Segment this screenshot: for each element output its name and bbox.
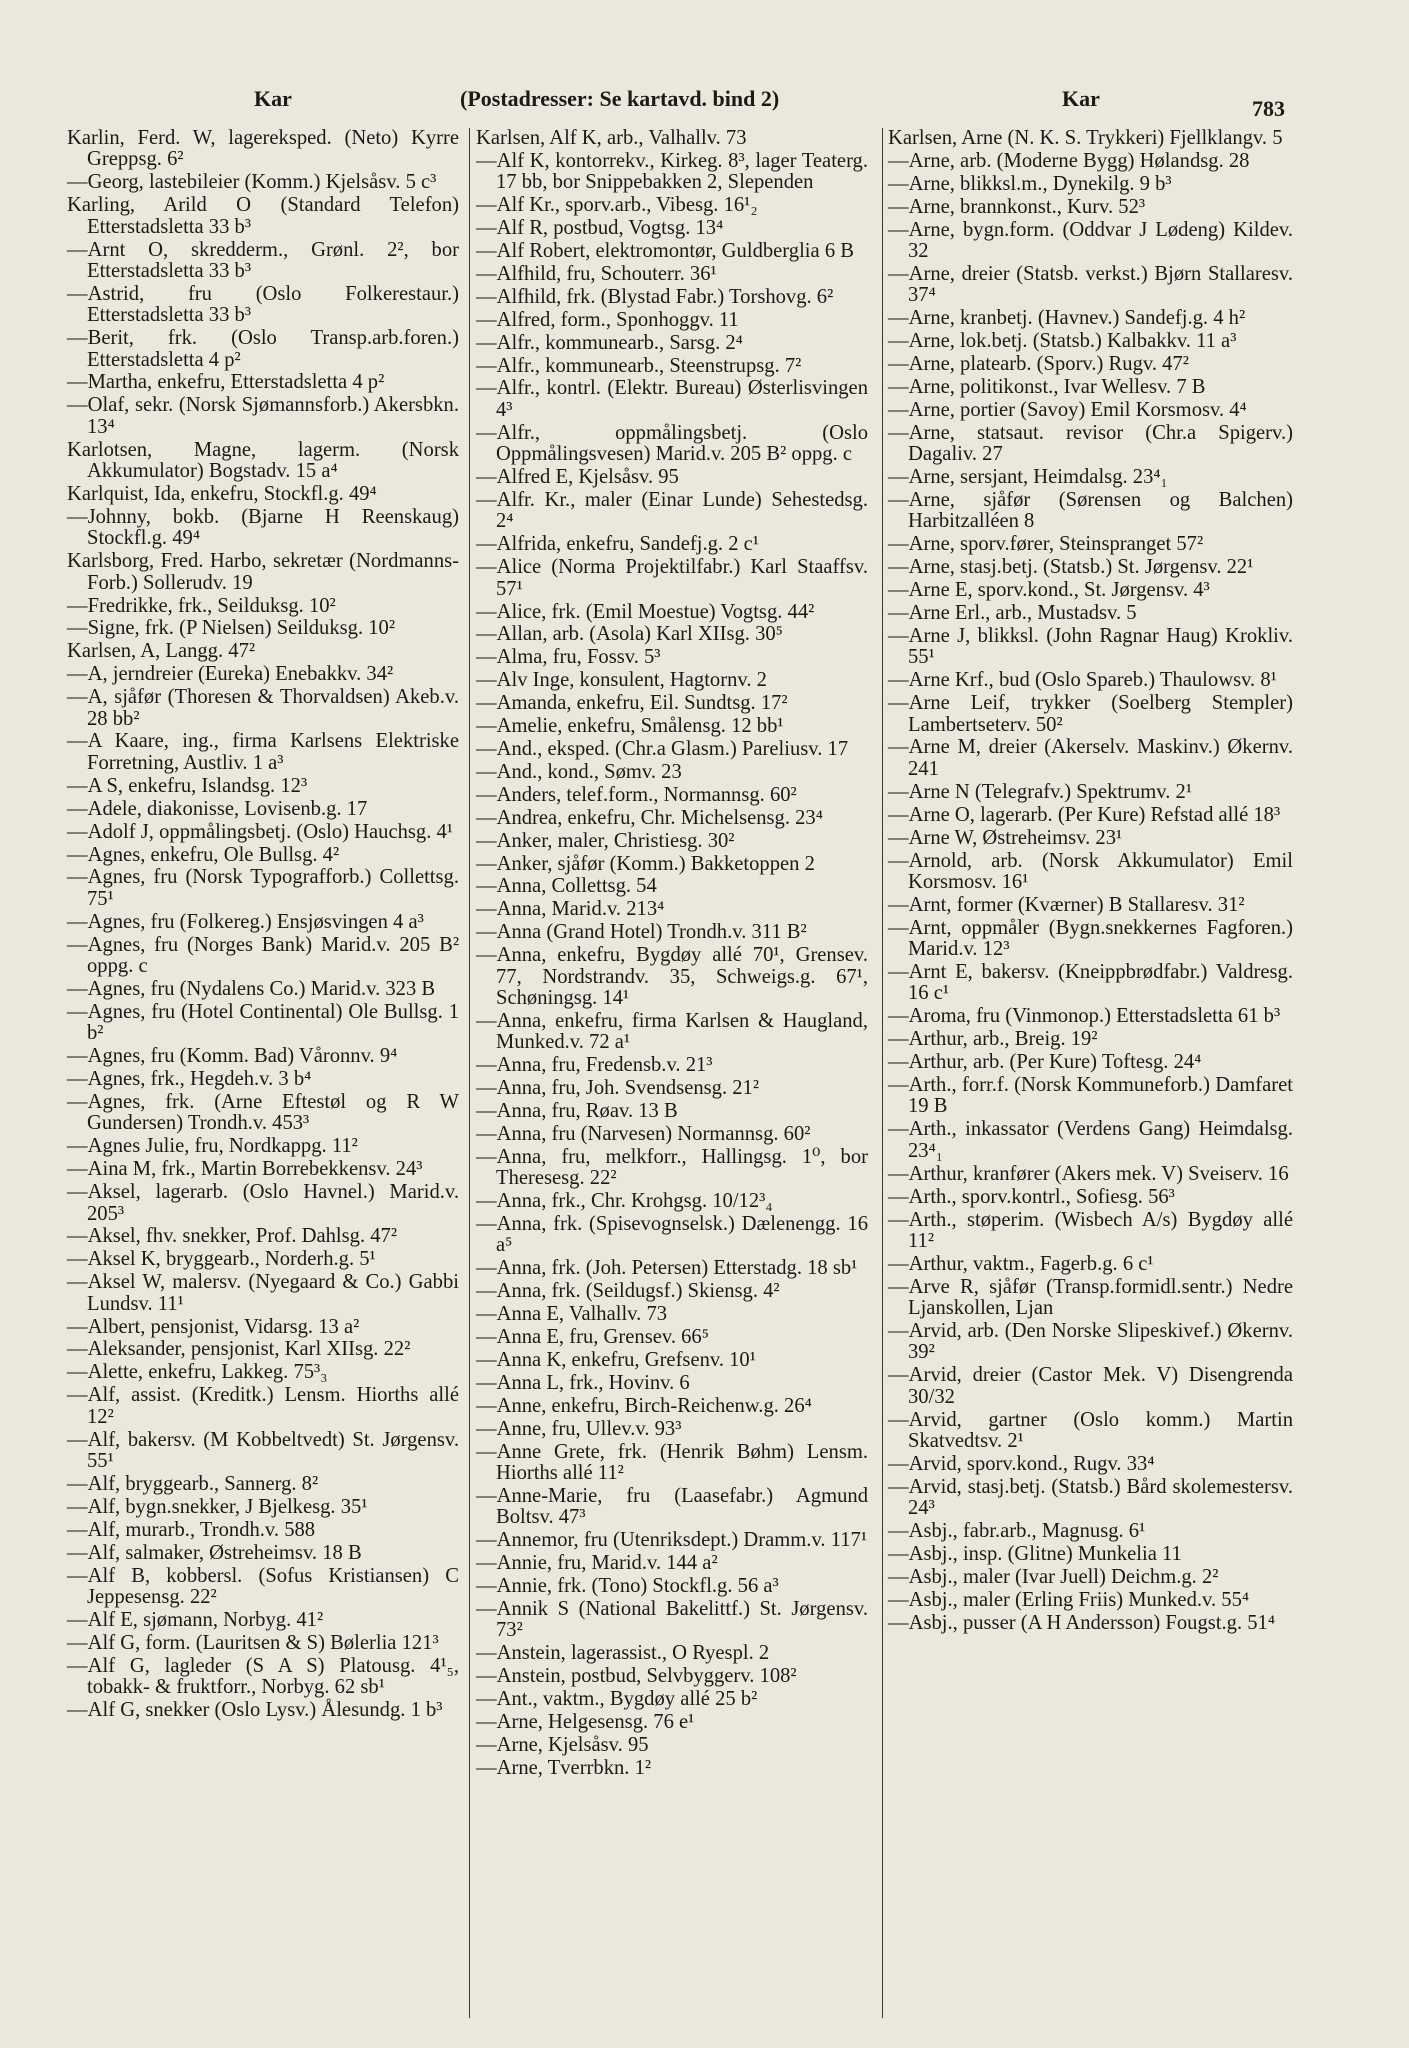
directory-entry: —Johnny, bokb. (Bjarne H Reenskaug) Stockfl.g. 49⁴: [67, 505, 459, 550]
directory-entry: —Agnes, fru (Norsk Typografforb.) Collettsg. 75¹: [67, 866, 459, 910]
directory-entry: —Alf K, kontorrekv., Kirkeg. 8³, lager Teaterg. 17 bb, bor Snippebakken 2, Slependen: [476, 149, 868, 194]
directory-entry: —Anna, Collettsg. 54: [476, 875, 657, 898]
directory-column-1: [67, 128, 459, 1723]
directory-entry: —Aleksander, pensjonist, Karl XIIsg. 22²: [67, 1338, 411, 1361]
directory-entry: Karlsen, Alf K, arb., Valhallv. 73: [476, 127, 747, 149]
directory-entry: —Arth., sporv.kontrl., Sofiesg. 56³: [888, 1185, 1175, 1208]
directory-entry: —Arne, dreier (Statsb. verkst.) Bjørn Stallaresv. 37⁴: [888, 262, 1293, 307]
directory-entry: —Arnt O, skredderm., Grønl. 2², bor Etterstadsletta 33 b³: [67, 238, 459, 282]
directory-entry: —Arne Leif, trykker (Soelberg Stempler) Lambertseterv. 50²: [888, 692, 1293, 736]
directory-entry: —Arvid, gartner (Oslo komm.) Martin Skatvedtsv. 2¹: [888, 1408, 1293, 1453]
directory-entry: Karlquist, Ida, enkefru, Stockfl.g. 49⁴: [67, 483, 377, 505]
directory-entry: —Alice, frk. (Emil Moestue) Vogtsg. 44²: [476, 600, 815, 623]
directory-entry: —Asbj., fabr.arb., Magnusg. 6¹: [888, 1520, 1146, 1543]
directory-entry: —Alf G, snekker (Oslo Lysv.) Ålesundg. 1 b³: [67, 1698, 443, 1721]
directory-entry: —Arnt, oppmåler (Bygn.snekkernes Fagforen.) Marid.v. 12³: [888, 916, 1293, 961]
postal-address-note: (Postadresser: Se kartavd. bind 2): [460, 86, 780, 111]
directory-entry: —Anstein, lagerassist., O Ryespl. 2: [476, 1642, 770, 1665]
directory-entry: —Aksel W, malersv. (Nyegaard & Co.) Gabbi Lundsv. 11¹: [67, 1271, 459, 1315]
directory-entry: —Arthur, kranfører (Akers mek. V) Sveiserv. 16: [888, 1162, 1289, 1185]
directory-entry: —Agnes, enkefru, Ole Bullsg. 4²: [67, 843, 340, 866]
directory-entry: —Arthur, vaktm., Fagerb.g. 6 c¹: [888, 1252, 1154, 1275]
directory-entry: —Arne, brannkonst., Kurv. 52³: [888, 195, 1146, 218]
directory-entry: Karlsborg, Fred. Harbo, sekretær (Nordmanns-Forb.) Sollerudv. 19: [67, 550, 459, 594]
directory-entry: —Anna E, fru, Grensev. 66⁵: [476, 1326, 709, 1349]
directory-entry: —Andrea, enkefru, Chr. Michelsensg. 23⁴: [476, 806, 823, 829]
directory-entry: —Arnold, arb. (Norsk Akkumulator) Emil Korsmosv. 16¹: [888, 849, 1293, 893]
directory-entry: —Alma, fru, Fossv. 5³: [476, 646, 661, 669]
directory-entry: —Anna E, Valhallv. 73: [476, 1303, 668, 1326]
directory-entry: —Arne, sersjant, Heimdalsg. 23⁴₁: [888, 466, 1168, 489]
directory-entry: —Aroma, fru (Vinmonop.) Etterstadsletta 61 b³: [888, 1005, 1281, 1028]
right-running-head: Kar: [1062, 86, 1100, 111]
directory-entry: —Alf G, lagleder (S A S) Platousg. 4¹₅, tobakk- & fruktforr., Norbyg. 62 sb¹: [67, 1654, 459, 1699]
directory-entry: —Alette, enkefru, Lakkeg. 75³₃: [67, 1361, 328, 1384]
directory-entry: Karling, Arild O (Standard Telefon) Etterstadsletta 33 b³: [67, 194, 459, 238]
column-divider: [469, 128, 470, 2018]
directory-entry: —Anna, enkefru, Bygdøy allé 70¹, Grensev. 77, Nordstrandv. 35, Schweigs.g. 67¹, Schøningsg. 14¹: [476, 944, 868, 1009]
directory-entry: —Aksel, lagerarb. (Oslo Havnel.) Marid.v. 205³: [67, 1181, 459, 1225]
directory-entry: —Annik S (National Bakelittf.) St. Jørgensv. 73²: [476, 1597, 868, 1642]
directory-entry: —Arne, stasj.betj. (Statsb.) St. Jørgensv. 22¹: [888, 556, 1254, 579]
directory-entry: —Anna, frk. (Spisevognselsk.) Dælenengg. 16 a⁵: [476, 1213, 868, 1257]
directory-entry: —Arne, kranbetj. (Havnev.) Sandefj.g. 4 h²: [888, 307, 1246, 330]
directory-entry: —Alf Kr., sporv.arb., Vibesg. 16¹₂: [476, 194, 758, 217]
directory-entry: —Anker, sjåfør (Komm.) Bakketoppen 2: [476, 852, 815, 875]
directory-entry: —Olaf, sekr. (Norsk Sjømannsforb.) Akersbkn. 13⁴: [67, 394, 459, 438]
directory-entry: —Arthur, arb. (Per Kure) Toftesg. 24⁴: [888, 1051, 1202, 1074]
directory-entry: —Arnt E, bakersv. (Kneippbrødfabr.) Valdresg. 16 c¹: [888, 961, 1293, 1005]
directory-entry: —Annie, fru, Marid.v. 144 a²: [476, 1552, 718, 1575]
directory-entry: —Asbj., maler (Erling Friis) Munked.v. 55⁴: [888, 1588, 1250, 1611]
directory-entry: —Alf Robert, elektromontør, Guldberglia 6 B: [476, 240, 854, 263]
directory-entry: —A Kaare, ing., firma Karlsens Elektriske Forretning, Austliv. 1 a³: [67, 730, 459, 774]
directory-entry: —Alv Inge, konsulent, Hagtornv. 2: [476, 669, 767, 692]
directory-entry: —Arne, Tverrbkn. 1²: [476, 1756, 652, 1779]
directory-entry: —Anna, frk. (Joh. Petersen) Etterstadg. 18 sb¹: [476, 1257, 858, 1280]
directory-entry: —And., eksped. (Chr.a Glasm.) Pareliusv. 17: [476, 737, 849, 760]
directory-entry: —Agnes, fru (Komm. Bad) Våronnv. 9⁴: [67, 1045, 398, 1068]
directory-entry: —Arne E, sporv.kond., St. Jørgensv. 4³: [888, 579, 1210, 602]
directory-entry: —Arne, bygn.form. (Oddvar J Lødeng) Kildev. 32: [888, 218, 1293, 263]
directory-entry: —Anna, fru, Røav. 13 B: [476, 1099, 678, 1122]
directory-entry: —Alfrida, enkefru, Sandefj.g. 2 c¹: [476, 533, 759, 556]
directory-entry: —Alf E, sjømann, Norbyg. 41²: [67, 1608, 324, 1631]
directory-entry: —Agnes, fru (Folkereg.) Ensjøsvingen 4 a³: [67, 910, 424, 933]
directory-entry: —Astrid, fru (Oslo Folkerestaur.) Etterstadsletta 33 b³: [67, 282, 459, 327]
directory-entry: Karlotsen, Magne, lagerm. (Norsk Akkumulator) Bogstadv. 15 a⁴: [67, 438, 459, 483]
directory-entry: —Alf, murarb., Trondh.v. 588: [67, 1518, 316, 1541]
directory-entry: —Adele, diakonisse, Lovisenb.g. 17: [67, 797, 368, 820]
directory-entry: —Alfr., oppmålingsbetj. (Oslo Oppmålingsvesen) Marid.v. 205 B² oppg. c: [476, 421, 868, 466]
directory-entry: —Alfr., kommunearb., Steenstrupsg. 7²: [476, 354, 802, 377]
directory-entry: —Asbj., pusser (A H Andersson) Fougst.g. 51⁴: [888, 1611, 1276, 1634]
directory-entry: —Anker, maler, Christiesg. 30²: [476, 829, 735, 852]
directory-entry: Karlsen, A, Langg. 47²: [67, 640, 256, 663]
directory-entry: —Anna (Grand Hotel) Trondh.v. 311 B²: [476, 921, 807, 944]
directory-entry: —Alf, assist. (Kreditk.) Lensm. Hiorths allé 12²: [67, 1384, 459, 1428]
directory-entry: —Arve R, sjåfør (Transp.formidl.sentr.) Nedre Ljanskollen, Ljan: [888, 1275, 1293, 1320]
directory-entry: —Alfred, form., Sponhoggv. 11: [476, 308, 739, 331]
directory-entry: —Arth., støperim. (Wisbech A/s) Bygdøy allé 11²: [888, 1208, 1293, 1252]
directory-entry: —And., kond., Sømv. 23: [476, 760, 682, 783]
directory-entry: —Alf, bryggearb., Sannerg. 8²: [67, 1472, 319, 1495]
directory-entry: —Arne, lok.betj. (Statsb.) Kalbakkv. 11 a³: [888, 330, 1237, 353]
directory-entry: —Arth., inkassator (Verdens Gang) Heimdalsg. 23⁴₁: [888, 1118, 1293, 1162]
directory-entry: —Arne O, lagerarb. (Per Kure) Refstad allé 18³: [888, 803, 1281, 826]
directory-entry: —Alfred E, Kjelsåsv. 95: [476, 466, 679, 489]
directory-entry: —Annie, frk. (Tono) Stockfl.g. 56 a³: [476, 1575, 779, 1597]
directory-entry: —Arth., forr.f. (Norsk Kommuneforb.) Damfaret 19 B: [888, 1074, 1293, 1118]
directory-entry: Karlsen, Arne (N. K. S. Trykkeri) Fjellklangv. 5: [888, 127, 1283, 149]
directory-entry: —Ant., vaktm., Bygdøy allé 25 b²: [476, 1688, 758, 1711]
directory-entry: —Arnt, former (Kværner) B Stallaresv. 31²: [888, 893, 1245, 916]
directory-entry: —Arne J, blikksl. (John Ragnar Haug) Krokliv. 55¹: [888, 624, 1293, 669]
directory-entry: —Arne Erl., arb., Mustadsv. 5: [888, 602, 1137, 625]
directory-entry: —Arne, arb. (Moderne Bygg) Hølandsg. 28: [888, 149, 1250, 172]
directory-entry: —Annemor, fru (Utenriksdept.) Dramm.v. 117¹: [476, 1529, 868, 1552]
directory-entry: —Anders, telef.form., Normannsg. 60²: [476, 783, 797, 806]
directory-entry: —Anne, enkefru, Birch-Reichenw.g. 26⁴: [476, 1394, 812, 1417]
directory-entry: —Alf, bakersv. (M Kobbeltvedt) St. Jørgensv. 55¹: [67, 1428, 459, 1472]
directory-entry: —Anne-Marie, fru (Laasefabr.) Agmund Boltsv. 47³: [476, 1484, 868, 1529]
directory-entry: —Arne W, Østreheimsv. 23¹: [888, 826, 1123, 849]
directory-entry: —Arne, politikonst., Ivar Wellesv. 7 B: [888, 375, 1206, 398]
directory-entry: —Anna L, frk., Hovinv. 6: [476, 1371, 690, 1394]
directory-entry: —Aksel K, bryggearb., Norderh.g. 5¹: [67, 1248, 376, 1271]
directory-entry: —A, jerndreier (Eureka) Enebakkv. 34²: [67, 663, 394, 686]
directory-entry: —Alf, bygn.snekker, J Bjelkesg. 35¹: [67, 1495, 368, 1518]
directory-entry: —Agnes, frk., Hegdeh.v. 3 b⁴: [67, 1068, 312, 1091]
directory-entry: —Arne, statsaut. revisor (Chr.a Spigerv.) Dagaliv. 27: [888, 421, 1293, 466]
directory-entry: —Anna K, enkefru, Grefsenv. 10¹: [476, 1348, 756, 1371]
directory-entry: —Adolf J, oppmålingsbetj. (Oslo) Hauchsg. 4¹: [67, 820, 453, 843]
directory-entry: —Agnes Julie, fru, Nordkappg. 11²: [67, 1135, 358, 1158]
directory-entry: —Fredrikke, frk., Seilduksg. 10²: [67, 594, 336, 617]
directory-entry: —Agnes, fru (Norges Bank) Marid.v. 205 B² oppg. c: [67, 933, 459, 978]
directory-entry: —Anna, fru, melkforr., Hallingsg. 1⁰, bor Theresesg. 22²: [476, 1145, 868, 1190]
directory-entry: —Asbj., insp. (Glitne) Munkelia 11: [888, 1543, 1182, 1566]
directory-entry: —Anna, fru, Joh. Svendsensg. 21²: [476, 1077, 760, 1100]
directory-entry: —Anne, fru, Ullev.v. 93³: [476, 1417, 682, 1440]
directory-entry: —Allan, arb. (Asola) Karl XIIsg. 30⁵: [476, 623, 783, 646]
directory-entry: —Alfhild, fru, Schouterr. 36¹: [476, 262, 717, 285]
directory-column-2: [476, 128, 868, 1781]
directory-entry: —Arne, portier (Savoy) Emil Korsmosv. 4⁴: [888, 398, 1247, 421]
column-divider: [882, 128, 883, 2018]
directory-entry: —Anna, Marid.v. 213⁴: [476, 898, 665, 921]
directory-entry: —Arvid, sporv.kond., Rugv. 33⁴: [888, 1452, 1155, 1475]
directory-entry: —Arne, sporv.fører, Steinspranget 57²: [888, 533, 1204, 556]
directory-entry: —Anna, frk., Chr. Krohgsg. 10/12³₄: [476, 1190, 773, 1213]
directory-entry: —Anna, fru, Fredensb.v. 21³: [476, 1054, 713, 1077]
page-number: 783: [1252, 96, 1285, 121]
directory-entry: —Arne, Kjelsåsv. 95: [476, 1733, 649, 1756]
directory-entry: —Amelie, enkefru, Smålensg. 12 bb¹: [476, 715, 784, 738]
left-running-head: Kar: [254, 86, 292, 111]
directory-entry: —Alice (Norma Projektilfabr.) Karl Staaffsv. 57¹: [476, 556, 868, 600]
directory-entry: —Agnes, fru (Hotel Continental) Ole Bullsg. 1 b²: [67, 1000, 459, 1045]
directory-entry: —Alfr. Kr., maler (Einar Lunde) Sehestedsg. 2⁴: [476, 489, 868, 533]
directory-entry: —Aina M, frk., Martin Borrebekkensv. 24³: [67, 1158, 423, 1181]
directory-entry: —Agnes, frk. (Arne Eftestøl og R W Gundersen) Trondh.v. 453³: [67, 1090, 459, 1135]
directory-entry: —Alfr., kommunearb., Sarsg. 2⁴: [476, 331, 743, 354]
directory-entry: —Alf, salmaker, Østreheimsv. 18 B: [67, 1541, 362, 1564]
directory-column-3: [888, 128, 1293, 1636]
directory-entry: —Anna, frk. (Seildugsf.) Skiensg. 4²: [476, 1280, 780, 1303]
directory-entry: —Alfhild, frk. (Blystad Fabr.) Torshovg. 6²: [476, 285, 834, 308]
directory-entry: —Signe, frk. (P Nielsen) Seilduksg. 10²: [67, 617, 396, 640]
directory-entry: —Arne, blikksl.m., Dynekilg. 9 b³: [888, 172, 1172, 195]
directory-entry: —Anne Grete, frk. (Henrik Bøhm) Lensm. Hiorths allé 11²: [476, 1440, 868, 1484]
directory-entry: —Arne, Helgesensg. 76 e¹: [476, 1710, 695, 1733]
directory-entry: —Arvid, stasj.betj. (Statsb.) Bård skolemestersv. 24³: [888, 1475, 1293, 1520]
directory-entry: —Berit, frk. (Oslo Transp.arb.foren.) Etterstadsletta 4 p²: [67, 327, 459, 371]
directory-entry: —Alf G, form. (Lauritsen & S) Bølerlia 121³: [67, 1631, 439, 1654]
directory-entry: —A S, enkefru, Islandsg. 12³: [67, 774, 308, 797]
directory-entry: —Arne M, dreier (Akerselv. Maskinv.) Økernv. 241: [888, 736, 1293, 780]
directory-entry: —Arne, platearb. (Sporv.) Rugv. 47²: [888, 353, 1189, 376]
directory-entry: —Arne, sjåfør (Sørensen og Balchen) Harbitzalléen 8: [888, 489, 1293, 533]
directory-entry: —Aksel, fhv. snekker, Prof. Dahlsg. 47²: [67, 1225, 398, 1248]
directory-entry: —Arthur, arb., Breig. 19²: [888, 1028, 1098, 1051]
directory-entry: —Anna, enkefru, firma Karlsen & Haugland, Munked.v. 72 a¹: [476, 1009, 868, 1054]
directory-entry: —Amanda, enkefru, Eil. Sundtsg. 17²: [476, 692, 788, 715]
directory-entry: —Asbj., maler (Ivar Juell) Deichm.g. 2²: [888, 1566, 1219, 1588]
directory-entry: —Agnes, fru (Nydalens Co.) Marid.v. 323 B: [67, 977, 436, 1000]
directory-entry: —Arvid, dreier (Castor Mek. V) Disengrenda 30/32: [888, 1364, 1293, 1408]
directory-entry: —A, sjåfør (Thoresen & Thorvaldsen) Akeb.v. 28 bb²: [67, 686, 459, 730]
directory-entry: Karlin, Ferd. W, lagereksped. (Neto) Kyrre Greppsg. 6²: [67, 127, 459, 171]
directory-entry: —Arne N (Telegrafv.) Spektrumv. 2¹: [888, 780, 1193, 803]
directory-entry: —Anna, fru (Narvesen) Normannsg. 60²: [476, 1122, 811, 1145]
directory-entry: —Anstein, postbud, Selvbyggerv. 108²: [476, 1665, 797, 1688]
directory-entry: —Alf B, kobbersl. (Sofus Kristiansen) C Jeppesensg. 22²: [67, 1564, 459, 1608]
directory-entry: —Alfr., kontrl. (Elektr. Bureau) Østerlisvingen 4³: [476, 377, 868, 421]
directory-entry: —Arne Krf., bud (Oslo Spareb.) Thaulowsv. 8¹: [888, 669, 1277, 692]
directory-entry: —Martha, enkefru, Etterstadsletta 4 p²: [67, 371, 385, 394]
directory-entry: —Georg, lastebileier (Komm.) Kjelsåsv. 5 c³: [67, 171, 437, 194]
directory-entry: —Arvid, arb. (Den Norske Slipeskivef.) Økernv. 39²: [888, 1320, 1293, 1364]
directory-entry: —Albert, pensjonist, Vidarsg. 13 a²: [67, 1315, 360, 1338]
directory-entry: —Alf R, postbud, Vogtsg. 13⁴: [476, 217, 724, 240]
